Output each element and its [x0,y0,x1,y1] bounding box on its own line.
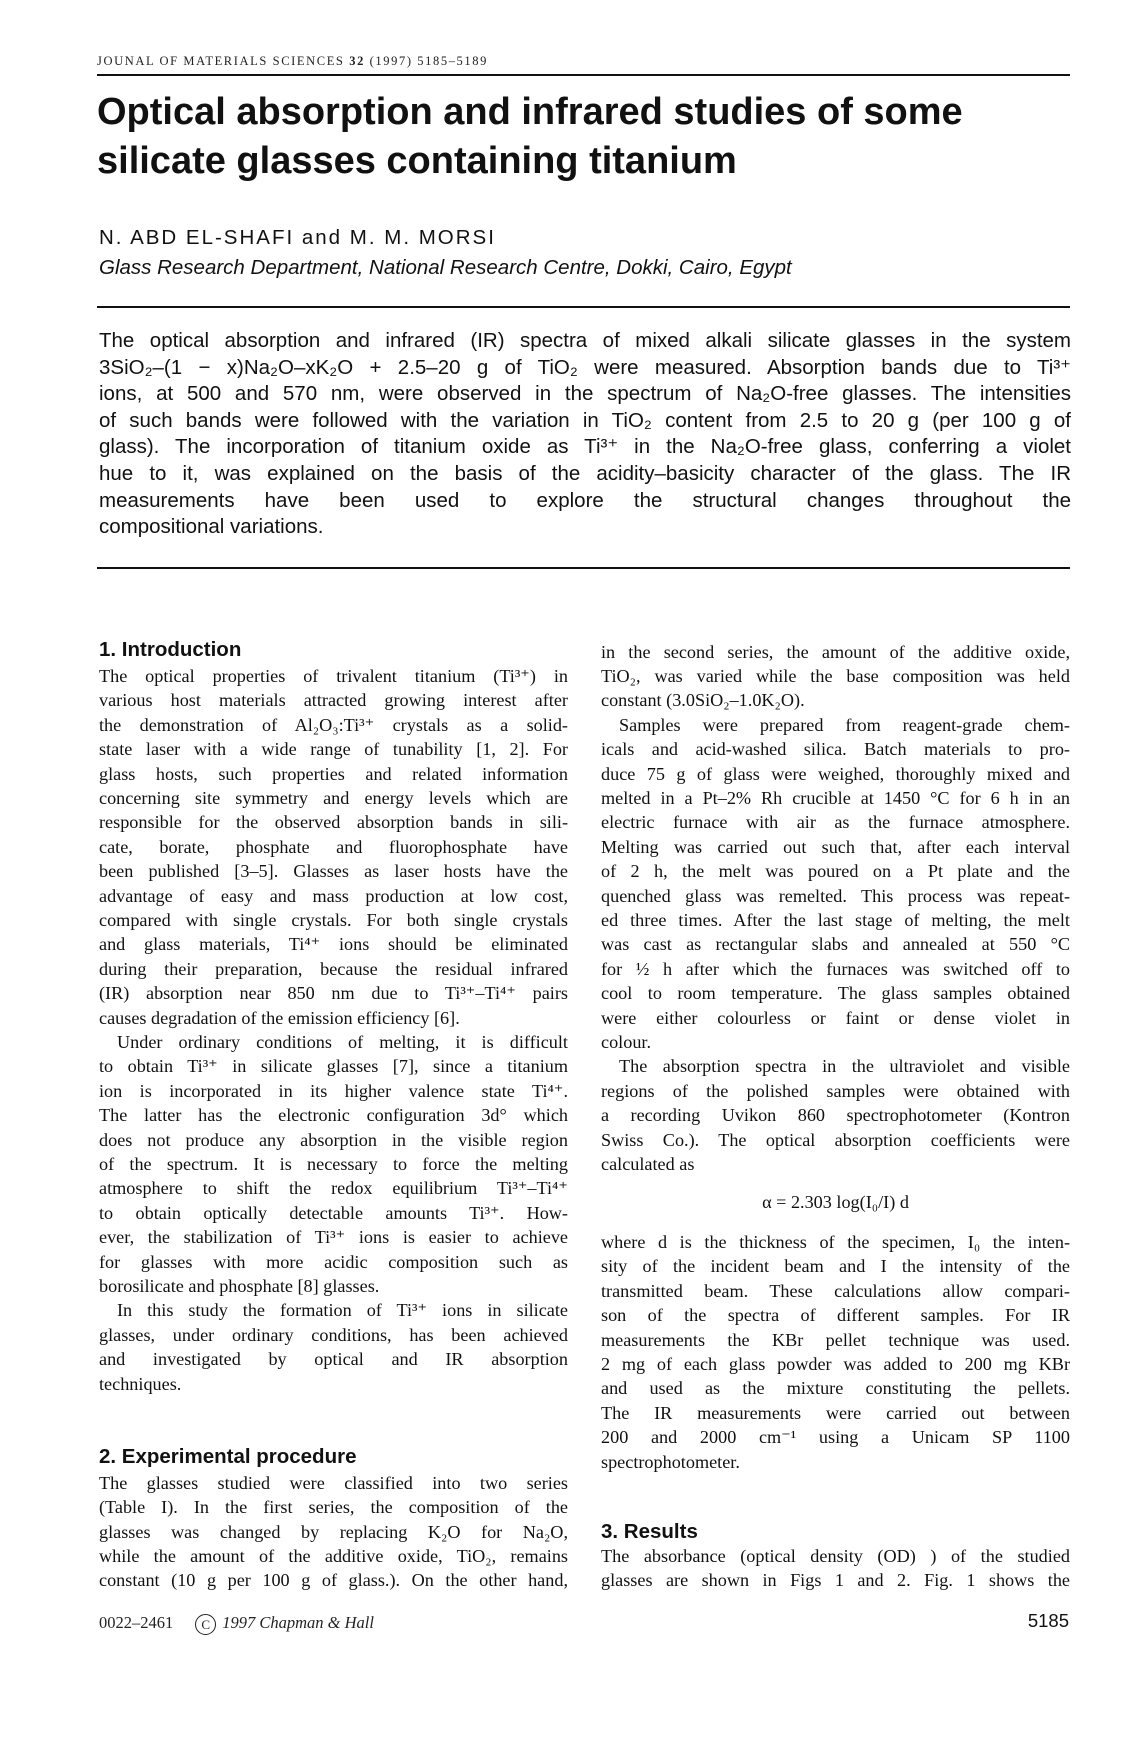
body-line: quenched glass was remelted. This process was repeat- [601,886,1070,906]
abstract-bottom-rule [97,567,1070,569]
affiliation: Glass Research Department, National Research Centre, Dokki, Cairo, Egypt [99,256,792,279]
intro-line: (IR) absorption near 850 nm due to Ti³⁺–Ti⁴⁺ pairs [99,983,568,1003]
results-line: The absorbance (optical density (OD) ) of the studied [601,1546,1070,1566]
abstract-line: compositional variations. [99,515,324,539]
intro-line: of the spectrum. It is necessary to force the melting [99,1154,568,1174]
experimental-heading: 2. Experimental procedure [99,1445,357,1468]
body-line: sity of the incident beam and I the intensity of the [601,1256,1070,1276]
body-line: for ½ h after which the furnaces was switched off to [601,959,1070,979]
intro-line: for glasses with more acidic composition such as [99,1252,568,1272]
intro-line: advantage of easy and mass production at low cost, [99,886,568,906]
results-heading: 3. Results [601,1520,698,1543]
journal-volume: 32 [349,54,365,68]
body-line: cool to room temperature. The glass samples obtained [601,983,1070,1003]
intro-line: atmosphere to shift the redox equilibrium Ti³⁺–Ti⁴⁺ [99,1178,568,1198]
body-line: The IR measurements were carried out between [601,1403,1070,1423]
authors: N. ABD EL-SHAFI and M. M. MORSI [99,226,496,249]
body-line: 2 mg of each glass powder was added to 200 mg KBr [601,1354,1070,1374]
intro-line: causes degradation of the emission efficiency [6]. [99,1008,460,1028]
body-line: electric furnace with air as the furnace atmosphere. [601,812,1070,832]
publisher: 1997 Chapman & Hall [222,1613,374,1632]
paper-title [97,88,1070,186]
intro-line: been published [3–5]. Glasses as laser hosts have the [99,861,568,881]
body-line: were either colourless or faint or dense violet in [601,1008,1070,1028]
intro-line: responsible for the observed absorption bands in sili- [99,812,568,832]
body-line: where d is the thickness of the specimen, I₀ the inten- [601,1232,1070,1252]
body-line: Melting was carried out such that, after each interval [601,837,1070,857]
body-line: in the second series, the amount of the additive oxide, [601,642,1070,662]
body-line: The absorption spectra in the ultraviolet and visible [619,1056,1070,1076]
body-line: TiO₂, was varied while the base composition was held [601,666,1070,686]
footer-copyright [99,1613,374,1635]
body-line: son of the spectra of different samples. For IR [601,1305,1070,1325]
intro-line: Under ordinary conditions of melting, it is difficult [117,1032,568,1052]
intro-line: state laser with a wide range of tunability [1, 2]. For [99,739,568,759]
abstract-line: 3SiO₂–(1 − x)Na₂O–xK₂O + 2.5–20 g of TiO₂ were measured. Absorption bands due to Ti³⁺ [99,355,1071,379]
page-number: 5185 [1027,1610,1069,1631]
abstract-top-rule [97,306,1070,308]
abstract-line: measurements have been used to explore the structural changes throughout the [99,488,1071,512]
abstract-line: ions, at 500 and 570 nm, were observed in the spectrum of Na₂O-free glasses. The intensities [99,382,1071,406]
copyright-icon: C [195,1614,216,1635]
issn: 0022–2461 [99,1613,174,1632]
journal-year-pages: (1997) 5185–5189 [369,54,488,68]
abstract-line: of such bands were followed with the variation in TiO₂ content from 2.5 to 20 g (per 100 g of [99,408,1071,432]
experimental-line: (Table I). In the first series, the composition of the [99,1497,568,1517]
body-line: calculated as [601,1154,695,1174]
journal-name: JOUNAL OF MATERIALS SCIENCES [97,54,345,68]
introduction-heading: 1. Introduction [99,638,242,661]
body-line: Swiss Co.). The optical absorption coefficients were [601,1130,1070,1150]
intro-line: borosilicate and phosphate [8] glasses. [99,1276,380,1296]
title-line-2: silicate glasses containing titanium [97,140,737,182]
body-line: regions of the polished samples were obtained with [601,1081,1070,1101]
body-line: melted in a Pt–2% Rh crucible at 1450 °C for 6 h in an [601,788,1070,808]
intro-line: to obtain optically detectable amounts Ti³⁺. How- [99,1203,568,1223]
body-line: was cast as rectangular slabs and annealed at 550 °C [601,934,1070,954]
results-line: glasses are shown in Figs 1 and 2. Fig. 1 shows the [601,1570,1070,1590]
intro-line: The optical properties of trivalent titanium (Ti³⁺) in [99,666,568,686]
intro-line: concerning site symmetry and energy levels which are [99,788,568,808]
abstract-line: hue to it, was explained on the basis of the acidity–basicity character of the glass. The IR [99,461,1071,485]
intro-line: compared with single crystals. For both single crystals [99,910,568,930]
intro-line: the demonstration of Al₂O₃:Ti³⁺ crystals as a solid- [99,715,568,735]
body-line: a recording Uvikon 860 spectrophotometer (Kontron [601,1105,1070,1125]
intro-line: cate, borate, phosphate and fluorophosphate have [99,837,568,857]
body-line: 200 and 2000 cm⁻¹ using a Unicam SP 1100 [601,1427,1070,1447]
body-line: transmitted beam. These calculations allow compari- [601,1281,1070,1301]
body-line: icals and acid-washed silica. Batch materials to pro- [601,739,1070,759]
body-line: ed three times. After the last stage of melting, the melt [601,910,1070,930]
intro-line: ever, the stabilization of Ti³⁺ ions is easier to achieve [99,1227,568,1247]
intro-line: and investigated by optical and IR absorption [99,1349,568,1369]
experimental-line: glasses was changed by replacing K₂O for Na₂O, [99,1522,568,1542]
body-line: of 2 h, the melt was poured on a Pt plate and the [601,861,1070,881]
intro-line: glass hosts, such properties and related information [99,764,568,784]
body-line: duce 75 g of glass were weighed, thoroughly mixed and [601,764,1070,784]
body-line: measurements the KBr pellet technique was used. [601,1330,1070,1350]
running-head [97,54,1070,69]
body-line: Samples were prepared from reagent-grade chem- [619,715,1070,735]
intro-line: does not produce any absorption in the visible region [99,1130,568,1150]
intro-line: glasses, under ordinary conditions, has been achieved [99,1325,568,1345]
header-rule [97,74,1070,76]
intro-line: various host materials attracted growing interest after [99,690,568,710]
absorption-equation: α = 2.303 log(I₀/I) d [762,1192,909,1212]
body-line: colour. [601,1032,652,1052]
intro-line: to obtain Ti³⁺ in silicate glasses [7], since a titanium [99,1056,568,1076]
experimental-line: while the amount of the additive oxide, TiO₂, remains [99,1546,568,1566]
title-line-1: Optical absorption and infrared studies of some [97,91,963,133]
abstract-line: glass). The incorporation of titanium oxide as Ti³⁺ in the Na₂O-free glass, conferring a violet [99,435,1071,459]
body-line: and used as the mixture constituting the pellets. [601,1378,1070,1398]
abstract [99,328,1071,541]
intro-line: The latter has the electronic configuration 3d° which [99,1105,568,1125]
intro-line: during their preparation, because the residual infrared [99,959,568,979]
intro-line: ion is incorporated in its higher valence state Ti⁴⁺. [99,1081,568,1101]
abstract-line: The optical absorption and infrared (IR) spectra of mixed alkali silicate glasses in the system [99,329,1071,352]
body-line: constant (3.0SiO₂–1.0K₂O). [601,690,805,710]
body-line: spectrophotometer. [601,1452,740,1472]
experimental-line: constant (10 g per 100 g of glass.). On the other hand, [99,1570,568,1590]
intro-line: In this study the formation of Ti³⁺ ions in silicate [117,1300,568,1320]
intro-line: and glass materials, Ti⁴⁺ ions should be eliminated [99,934,568,954]
intro-line: techniques. [99,1374,182,1394]
experimental-line: The glasses studied were classified into two series [99,1473,568,1493]
